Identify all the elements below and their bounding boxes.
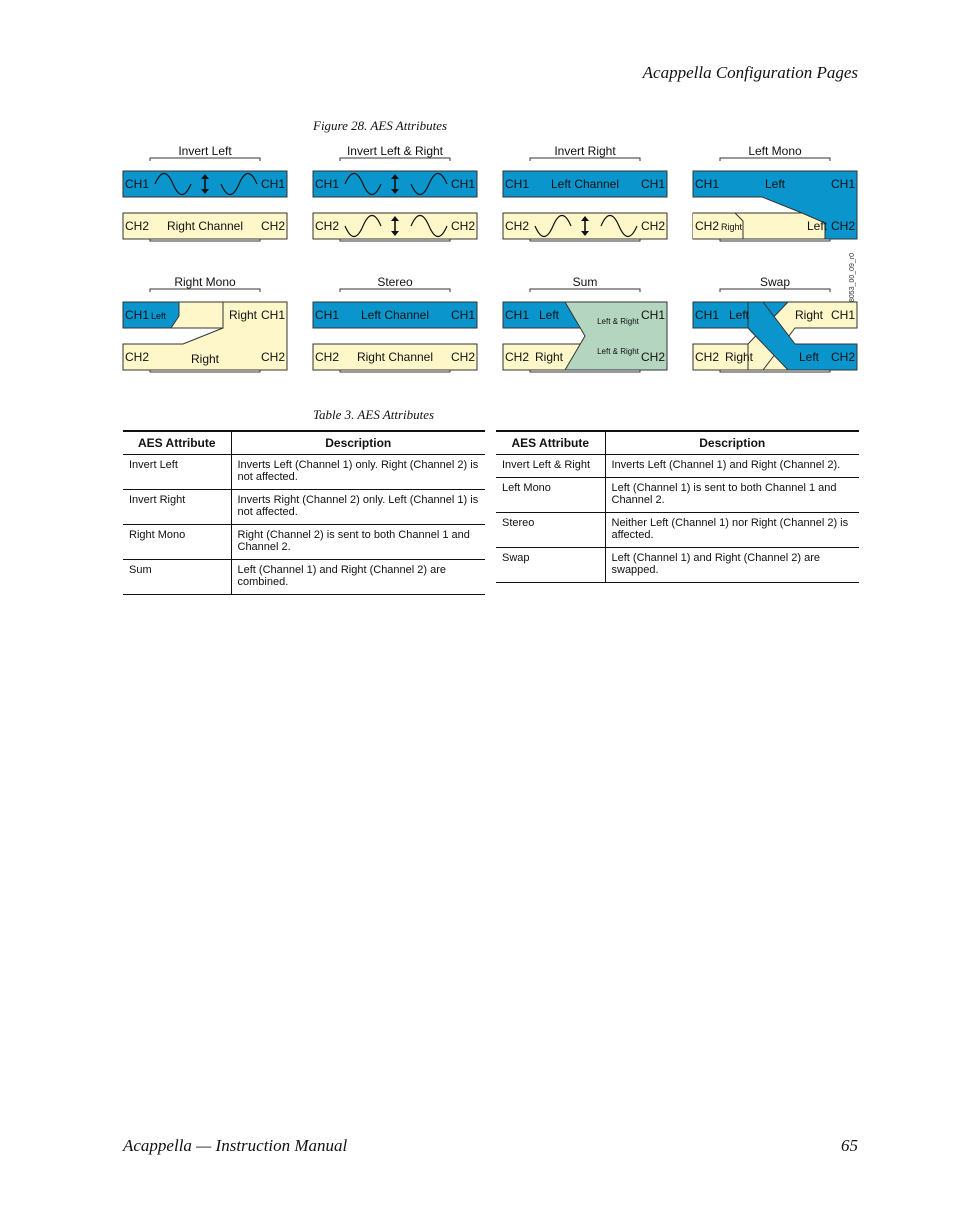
panel-title: Invert Right bbox=[554, 144, 616, 158]
ch2-out-label: CH2 bbox=[260, 350, 285, 364]
ch2-out-label: CH2 bbox=[830, 350, 855, 364]
attribute-cell: Stereo bbox=[496, 513, 605, 548]
panel-invert-left bbox=[123, 144, 287, 241]
attribute-cell: Left Mono bbox=[496, 478, 605, 513]
channel-label: Left bbox=[806, 219, 827, 233]
table-row bbox=[496, 478, 859, 513]
channel-label: Right bbox=[725, 350, 754, 364]
table-row bbox=[123, 490, 485, 525]
description-cell: Neither Left (Channel 1) nor Right (Channel 2) is affected. bbox=[605, 513, 859, 548]
channel-label: Left Channel bbox=[360, 308, 430, 322]
ch2-in-label: CH2 bbox=[125, 350, 150, 364]
channel-label: Right Channel bbox=[356, 350, 434, 364]
ch2-in-label: CH2 bbox=[695, 219, 720, 233]
ch2-out-label: CH2 bbox=[640, 350, 665, 364]
description-cell: Inverts Left (Channel 1) and Right (Channel 2). bbox=[605, 455, 859, 478]
ch1-out-label: CH1 bbox=[640, 177, 665, 191]
channel-label: Left bbox=[539, 308, 560, 322]
ch1-in-label: CH1 bbox=[125, 177, 150, 191]
ch2-out-label: CH2 bbox=[450, 219, 475, 233]
table-row bbox=[123, 455, 485, 490]
channel-label: Right bbox=[535, 350, 564, 364]
channel-label-small: Left bbox=[151, 311, 167, 321]
figure-caption: Figure 28. AES Attributes bbox=[313, 118, 448, 133]
description-cell: Left (Channel 1) is sent to both Channel 1 and Channel 2. bbox=[605, 478, 859, 513]
ch1-out-label: CH1 bbox=[830, 177, 855, 191]
ch1-in-label: CH1 bbox=[315, 177, 340, 191]
ch2-out-label: CH2 bbox=[450, 350, 475, 364]
ch1-in-label: CH1 bbox=[505, 308, 530, 322]
aes-table-left bbox=[123, 430, 485, 595]
ch2-in-label: CH2 bbox=[315, 350, 340, 364]
ch2-out-label: CH2 bbox=[260, 219, 285, 233]
table-row bbox=[496, 548, 859, 583]
panel-title: Left Mono bbox=[748, 144, 802, 158]
attribute-cell: Invert Left & Right bbox=[496, 455, 605, 478]
ch2-out-label: CH2 bbox=[640, 219, 665, 233]
ch2-out-label: CH2 bbox=[830, 219, 855, 233]
panel-title: Invert Left & Right bbox=[346, 144, 444, 158]
ch1-out-label: CH1 bbox=[640, 308, 665, 322]
panel-title: Stereo bbox=[377, 275, 413, 289]
attribute-cell: Swap bbox=[496, 548, 605, 583]
panel-sum bbox=[503, 275, 667, 372]
ch2-in-label: CH2 bbox=[315, 219, 340, 233]
description-cell: Inverts Right (Channel 2) only. Left (Channel 1) is not affected. bbox=[231, 490, 485, 525]
page-number: 65 bbox=[841, 1136, 858, 1155]
column-header-description: Description bbox=[605, 431, 859, 455]
description-cell: Right (Channel 2) is sent to both Channel 1 and Channel 2. bbox=[231, 525, 485, 560]
ch1-in-label: CH1 bbox=[695, 177, 720, 191]
table-caption: Table 3. AES Attributes bbox=[313, 407, 435, 422]
table-row bbox=[496, 455, 859, 478]
table-row bbox=[123, 525, 485, 560]
channel-label: Right bbox=[190, 352, 220, 366]
channel-label: Left bbox=[798, 350, 819, 364]
column-header-attribute: AES Attribute bbox=[123, 431, 231, 455]
panel-right-mono bbox=[123, 275, 287, 372]
channel-label: Right bbox=[794, 308, 823, 322]
channel-label: Left bbox=[764, 177, 786, 191]
attribute-cell: Invert Right bbox=[123, 490, 231, 525]
column-header-description: Description bbox=[231, 431, 485, 455]
ch2-in-label: CH2 bbox=[695, 350, 720, 364]
panel-swap bbox=[693, 275, 857, 372]
panel-stereo bbox=[313, 275, 477, 372]
panel-invert-left-right bbox=[313, 144, 477, 241]
ch1-out-label: CH1 bbox=[450, 177, 475, 191]
mix-label: Left & Right bbox=[597, 317, 639, 326]
aes-attributes-figure bbox=[118, 140, 863, 385]
ch1-out-label: CH1 bbox=[260, 177, 285, 191]
panel-left-mono bbox=[693, 144, 857, 241]
panel-title: Invert Left bbox=[178, 144, 232, 158]
ch1-out-label: CH1 bbox=[830, 308, 855, 322]
channel-label: Right Channel bbox=[166, 219, 244, 233]
channel-label: Left Channel bbox=[550, 177, 620, 191]
section-title: Acappella Configuration Pages bbox=[642, 63, 858, 82]
ch1-in-label: CH1 bbox=[125, 308, 150, 322]
figure-id-label: 8053_00_09_r0 bbox=[849, 252, 856, 302]
aes-table-right bbox=[496, 430, 859, 583]
attribute-cell: Sum bbox=[123, 560, 231, 595]
attribute-cell: Invert Left bbox=[123, 455, 231, 490]
manual-title: Acappella — Instruction Manual bbox=[123, 1136, 348, 1155]
panel-title: Sum bbox=[572, 275, 598, 289]
ch1-out-label: CH1 bbox=[260, 308, 285, 322]
panel-title: Right Mono bbox=[174, 275, 236, 289]
description-cell: Inverts Left (Channel 1) only. Right (Channel 2) is not affected. bbox=[231, 455, 485, 490]
ch1-out-label: CH1 bbox=[450, 308, 475, 322]
attribute-cell: Right Mono bbox=[123, 525, 231, 560]
column-header-attribute: AES Attribute bbox=[496, 431, 605, 455]
ch1-in-label: CH1 bbox=[315, 308, 340, 322]
table-row bbox=[496, 513, 859, 548]
channel-label-small: Right bbox=[721, 222, 743, 232]
ch2-in-label: CH2 bbox=[505, 350, 530, 364]
channel-label: Left bbox=[729, 308, 750, 322]
description-cell: Left (Channel 1) and Right (Channel 2) are combined. bbox=[231, 560, 485, 595]
panel-title: Swap bbox=[759, 275, 791, 289]
table-row bbox=[123, 560, 485, 595]
ch1-in-label: CH1 bbox=[695, 308, 720, 322]
ch2-in-label: CH2 bbox=[125, 219, 150, 233]
ch1-in-label: CH1 bbox=[505, 177, 530, 191]
description-cell: Left (Channel 1) and Right (Channel 2) are swapped. bbox=[605, 548, 859, 583]
panel-invert-right bbox=[503, 144, 667, 241]
aes-diagram-svg bbox=[118, 140, 863, 385]
channel-label: Right bbox=[228, 308, 257, 322]
ch2-in-label: CH2 bbox=[505, 219, 530, 233]
mix-label: Left & Right bbox=[597, 347, 639, 356]
